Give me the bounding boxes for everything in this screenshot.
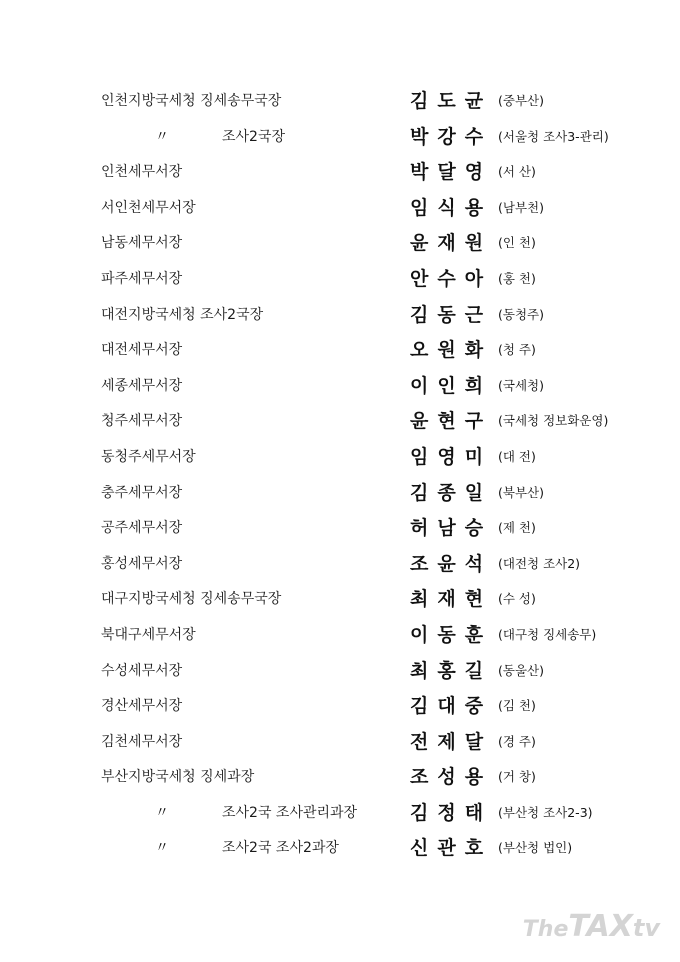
watermark-the: The [522,917,569,942]
appointee-name: 허남승 [410,517,493,540]
sub-position-title: 조사2국장 [222,128,286,145]
appointee-name: 김동근 [410,303,493,326]
previous-post: (거 창) [498,769,536,785]
position-title: 동청주세무서장 [101,448,196,465]
appointee-name: 김대중 [410,695,493,718]
position-title: 충주세무서장 [101,484,183,501]
position-title: 남동세무서장 [101,235,183,252]
appointee-name: 윤재원 [410,232,493,255]
previous-post: (동울산) [498,662,544,678]
appointment-row [0,758,680,794]
sub-position-title: 조사2국 조사관리과장 [222,804,358,821]
previous-post: (서 산) [498,164,536,180]
previous-post: (부산청 법인) [498,840,573,856]
previous-post: (부산청 조사2-3) [498,804,593,820]
appointment-row [0,509,680,545]
appointee-name: 안수아 [410,267,493,290]
position-title: 공주세무서장 [101,520,183,537]
appointment-row [0,438,680,474]
appointment-row [0,652,680,688]
position-title: 홍성세무서장 [101,555,183,572]
appointee-name: 김도균 [410,90,493,112]
previous-post: (대 전) [498,448,536,464]
position-title: 김천세무서장 [101,733,183,750]
previous-post: (경 주) [498,733,536,749]
appointee-name: 박강수 [410,125,493,148]
appointment-row [0,260,680,296]
appointment-row [0,153,680,189]
position-title: 파주세무서장 [101,270,183,287]
appointee-name: 최재현 [410,588,493,611]
appointment-row [0,367,680,403]
thetaxtv-watermark-logo [523,909,660,944]
position-title: 인천세무서장 [101,164,183,181]
position-title: 대전세무서장 [101,342,183,359]
appointment-row [0,616,680,652]
appointee-name: 전제달 [410,730,493,753]
appointee-name: 조성용 [410,766,493,789]
appointment-row [0,118,680,154]
previous-post: (남부천) [498,199,544,215]
appointee-name: 임식용 [410,196,493,219]
ditto-mark: 〃 [155,128,169,145]
previous-post: (북부산) [498,484,544,500]
previous-post: (중부산) [498,93,544,108]
watermark-tv: tv [632,914,660,942]
appointment-row [0,296,680,332]
appointment-row [0,189,680,225]
position-title: 청주세무서장 [101,413,183,430]
appointment-row [0,545,680,581]
appointment-row [0,402,680,438]
appointment-row [0,687,680,723]
position-title: 서인천세무서장 [101,199,196,216]
previous-post: (청 주) [498,342,536,358]
appointment-row [0,224,680,260]
previous-post: (수 성) [498,591,536,607]
position-title: 경산세무서장 [101,698,183,715]
previous-post: (김 천) [498,698,536,714]
position-title: 인천지방국세청 징세송무국장 [101,93,282,109]
appointee-name: 윤현구 [410,410,493,433]
ditto-mark: 〃 [155,840,169,857]
previous-post: (동청주) [498,306,544,322]
appointee-name: 이동훈 [410,623,493,646]
appointee-name: 이인희 [410,374,493,397]
appointee-name: 김종일 [410,481,493,504]
appointee-name: 최홍길 [410,659,493,682]
watermark-tax: TAX [568,909,633,944]
appointment-row [0,474,680,510]
position-title: 북대구세무서장 [101,626,196,643]
appointee-name: 임영미 [410,445,493,468]
previous-post: (제 천) [498,520,536,536]
previous-post: (대전청 조사2) [498,555,581,571]
appointee-name: 박달영 [410,161,493,184]
previous-post: (국세청 정보화운영) [498,413,609,429]
appointee-name: 오원화 [410,339,493,362]
position-title: 부산지방국세청 징세과장 [101,769,255,786]
position-title: 대전지방국세청 조사2국장 [101,306,264,323]
appointment-row [0,723,680,759]
appointment-row [0,580,680,616]
previous-post: (국세청) [498,377,544,393]
previous-post: (홍 천) [498,270,536,286]
previous-post: (대구청 징세송무) [498,626,597,642]
previous-post: (인 천) [498,235,536,251]
appointment-row [0,331,680,367]
position-title: 대구지방국세청 징세송무국장 [101,591,282,608]
position-title: 수성세무서장 [101,662,183,679]
appointment-row [0,82,680,118]
previous-post: (서울청 조사3-관리) [498,128,609,144]
appointee-name: 조윤석 [410,552,493,575]
appointment-row [0,794,680,830]
appointee-name: 신관호 [410,837,493,860]
sub-position-title: 조사2국 조사2과장 [222,840,339,857]
position-title: 세종세무서장 [101,377,183,394]
appointment-list [0,82,680,865]
ditto-mark: 〃 [155,804,169,821]
appointee-name: 김정태 [410,801,493,824]
appointment-row [0,829,680,865]
